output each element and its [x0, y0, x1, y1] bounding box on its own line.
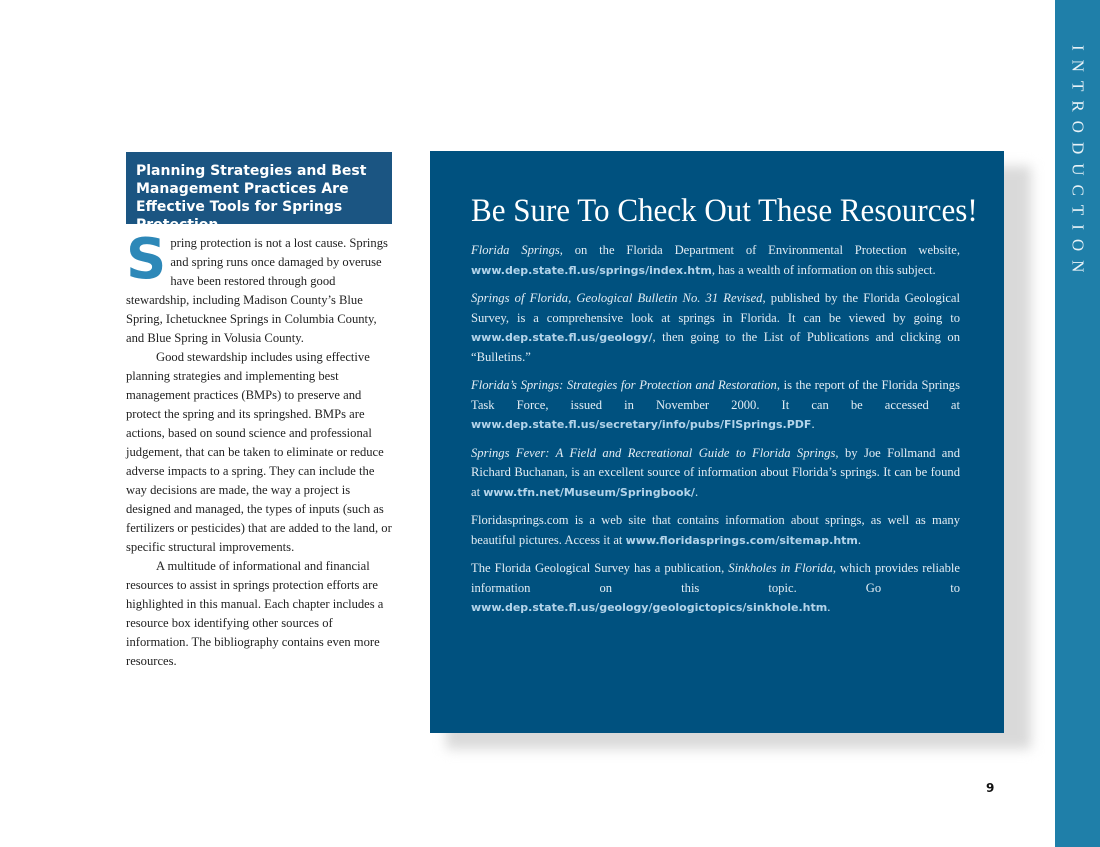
entry-title: Springs of Florida, Geological Bulletin No. 31 Revised: [471, 291, 763, 305]
resource-entry: [471, 289, 960, 367]
resource-link[interactable]: www.dep.state.fl.us/springs/index.htm: [471, 263, 712, 277]
page-number: 9: [986, 781, 995, 795]
entry-text: .: [857, 532, 862, 547]
sidebar-heading-box: [126, 152, 392, 233]
resource-link[interactable]: www.dep.state.fl.us/geology/geologictopics/sinkhole.htm: [471, 601, 828, 614]
resource-entry: [471, 376, 960, 435]
resource-box: [430, 151, 1004, 733]
section-tab-label: INTRODUCTION: [1068, 45, 1088, 282]
resource-entry: [471, 511, 960, 550]
entry-title: Florida’s Springs: Strategies for Protection and Restoration: [471, 378, 777, 392]
entry-text: .: [694, 484, 699, 499]
resource-title: Be Sure To Check Out These Resources!: [471, 193, 978, 229]
entry-text: The Florida Geological Survey has a publication,: [471, 561, 729, 575]
resource-link[interactable]: www.tfn.net/Museum/Springbook/: [483, 485, 695, 499]
resource-entry: [471, 444, 960, 503]
entry-text: Floridasprings.com is a web site that contains information about springs, as well as many beautiful pictures. Access it at: [471, 513, 960, 547]
entry-text: .: [827, 600, 831, 614]
entry-text: , on the Florida Department of Environmental Protection website,: [559, 243, 961, 257]
sidebar-paragraph-3: A multitude of informational and financial resources to assist in springs protection efforts are highlighted in this manual. Each chapter includes a resource box identifying other sources of information. The bibliography contains even more resources.: [126, 559, 384, 668]
entry-text: , then going to the List of Publications and clicking on “Bulletins.”: [471, 330, 960, 364]
sidebar-body: [126, 227, 392, 671]
entry-title: Florida Springs: [471, 243, 560, 257]
resource-link[interactable]: www.dep.state.fl.us/secretary/info/pubs/FlSprings.PDF: [471, 418, 812, 431]
resource-entry: [471, 559, 960, 618]
sidebar-heading: Planning Strategies and Best Management Practices Are Effective Tools for Springs Protection: [136, 163, 367, 233]
entry-text: , published by the Florida Geological Survey, is a comprehensive look at springs in Florida. It can be viewed by going to: [471, 291, 960, 325]
resource-link[interactable]: www.floridasprings.com/sitemap.htm: [625, 533, 858, 547]
drop-cap: S: [126, 227, 167, 292]
sidebar-paragraph-1: [126, 227, 392, 348]
entry-text: .: [811, 417, 815, 431]
sidebar-paragraph-1-text: pring protection is not a lost cause. Springs and spring runs once damaged by overuse have been restored through good stewardship, including Madison County’s Blue Spring, Ichetucknee Springs in Columbia County, and Blue Spring in Volusia County.: [126, 236, 388, 345]
sidebar-paragraph-2: Good stewardship includes using effective planning strategies and implementing best management practices (BMPs) to preserve and protect the spring and its springshed. BMPs are actions, based on sound science and professional judgement, that can be taken to eliminate or reduce adverse impacts to a spring. They can include the way decisions are made, the way a project is designed and managed, the types of inputs (such as fertilizers or pesticides) that are added to the land, or specific structural improvements.: [126, 350, 392, 554]
entry-title: Springs Fever: A Field and Recreational Guide to Florida Springs: [471, 445, 836, 460]
entry-text: , is the report of the Florida Springs Task Force, issued in November 2000. It can be accessed at: [471, 378, 960, 412]
resource-link[interactable]: www.dep.state.fl.us/geology/: [471, 331, 653, 344]
entry-text: , by Joe Follmand and Richard Buchanan, is an excellent source of information about Florida’s springs. It can be found at: [471, 445, 960, 499]
entry-text: , which provides reliable information on this topic. Go to: [471, 561, 961, 595]
section-tab: [1055, 0, 1100, 847]
entry-title: Sinkholes in Florida: [728, 561, 833, 575]
entry-text: , has a wealth of information on this subject.: [711, 262, 936, 277]
resource-entry: [471, 241, 960, 280]
